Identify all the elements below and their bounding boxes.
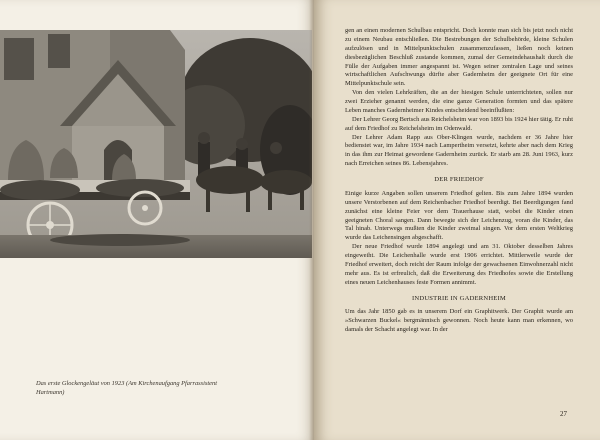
paragraph: Der Lehrer Georg Bertsch aus Reichelsheim war von 1893 bis 1924 hier tätig. Er ruht auf dem Friedhof zu Reichelsheim im Odenwald. <box>345 115 573 132</box>
page-number: 27 <box>560 410 567 418</box>
historic-photograph <box>0 30 312 258</box>
paragraph: Um das Jahr 1850 gab es in unserem Dorf ein Graphitwerk. Der Graphit wurde am »Schwarzen Buckel« bergmännisch gewonnen. Noch heute kann man erkennen, wo damals der Schacht angelegt war. In der <box>345 308 573 334</box>
paragraph: gen an einen modernen Schulbau entspricht. Doch konnte man sich bis jetzt noch nicht zu einem Neubau entschließen. Die Bestrebungen der Schulbehörde, kleine Schulen aufzulösen und in Mittelpunktschulen zusammenzufassen, ließen noch keinen diesbezüglichen Beschluß zustande kommen, zumal der Gemeindehaushalt durch die Fülle der Aufgaben immer angespannt ist. Wegen seiner zentralen Lage und seines wirtschaftlichen Aufschwungs dürfte aber Gadernheim der geeignete Ort für eine Mittelpunktschule sein. <box>345 27 573 88</box>
paragraph: Von den vielen Lehrkräften, die an der hiesigen Schule unterrichteten, sollen nur zwei Erzieher genannt werden, die eine ganze Generation formten und das spätere Leben manches Gadernheimer Kindes entscheidend beeinflußten: <box>345 89 573 114</box>
paragraph: Der neue Friedhof wurde 1894 angelegt und am 31. Oktober desselben Jahres eingeweiht. Die Leichenhalle wurde erst 1906 errichtet. Mittlerweile wurde der Friedhof erweitert, doch reicht der Raum infolge der gewachsenen Einwohnerzahl nicht mehr aus. Es ist erfreulich, daß die Erweiterung des Friedhofes sowie die Erstellung eines neuen Leichenhauses feste Formen annimmt. <box>345 243 573 286</box>
paragraph: Einige kurze Angaben sollen unserem Friedhof gelten. Bis zum Jahre 1894 wurden unsere Verstorbenen auf dem Reichenbacher Friedhof beerdigt. Bei Beerdigungen fand zunächst eine kleine Feier vor dem Trauerhause statt, wobei die Kinder einen geeigneten Choral sangen. Dann bewegte sich der Leichenzug, voran die Kinder, das Tal hinab. Unterwegs mußten die Kinder zweimal singen. Vor dem ersten Weltkrieg wurde das Leichensingen abgeschafft. <box>345 189 573 242</box>
section-heading-friedhof: DER FRIEDHOF <box>434 176 484 183</box>
paragraph: Der Lehrer Adam Rapp aus Ober-Klingen wurde, nachdem er 36 Jahre hier bedienstet war, im Jahre 1934 nach Lampertheim versetzt, kehrte aber nach dem Krieg in das ihm zur Heimat gewordene Gadernheim zurück. Er starb am 28. Juni 1963, kurz nach Erreichen seines 86. Lebensjahres. <box>345 133 573 168</box>
section-heading-industrie: INDUSTRIE IN GADERNHEIM <box>412 294 506 302</box>
caption-line-1: Das erste Glockengeläut von 1923 (Am Kirchenaufgang Pfarrassistent <box>36 380 217 387</box>
caption-line-2: Hartmann) <box>36 389 65 396</box>
photo-drawing <box>0 30 312 258</box>
photo-caption <box>36 379 286 397</box>
body-text-column <box>345 27 573 335</box>
